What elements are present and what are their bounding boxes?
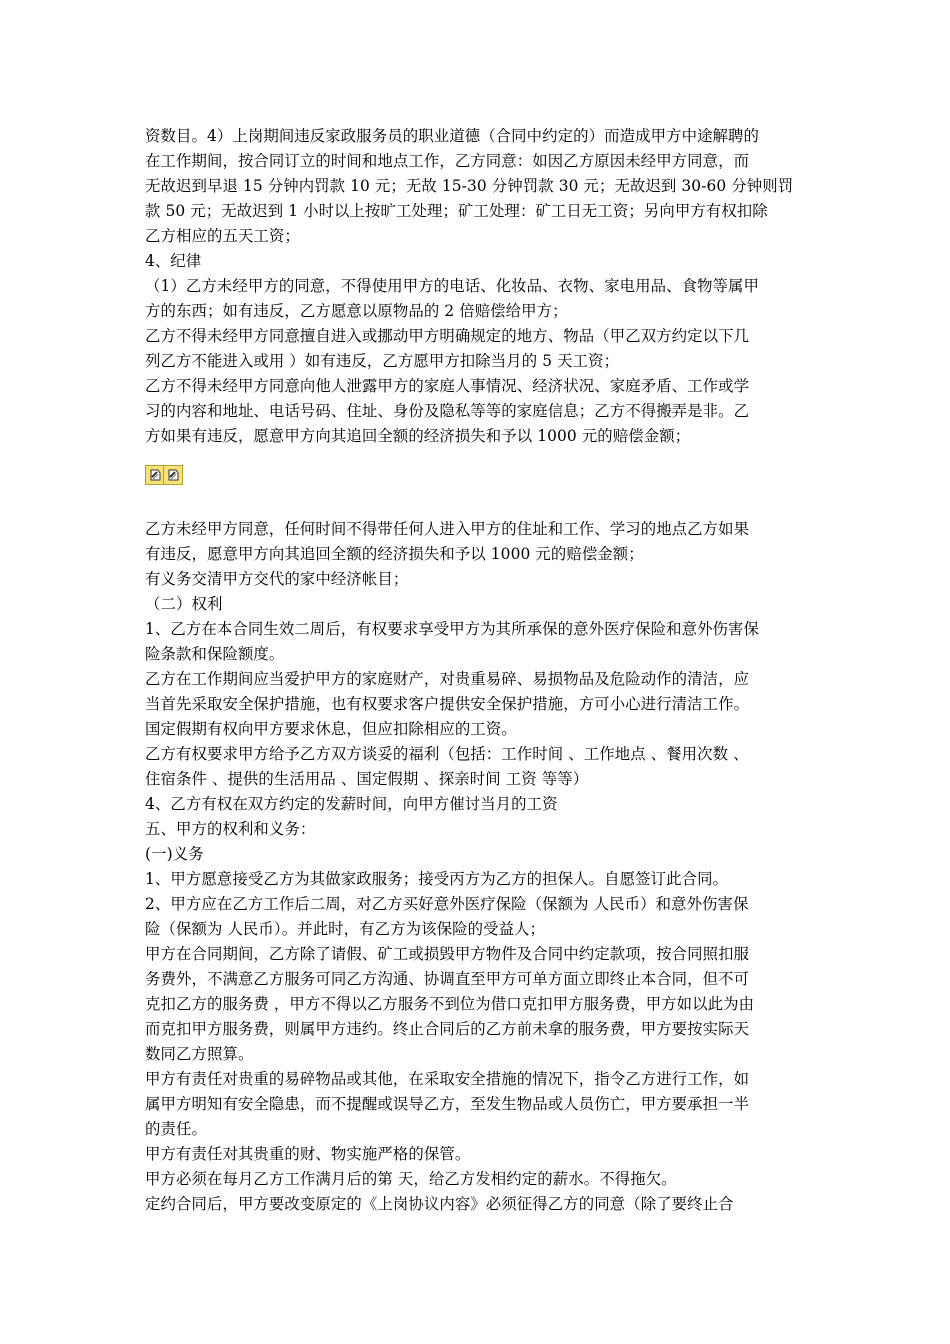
text-line: 住宿条件 、提供的生活用品 、国定假期 、探亲时间 工资 等等） — [145, 770, 589, 788]
text-line: 有义务交清甲方交代的家中经济帐目； — [145, 570, 409, 588]
text-line: 在工作期间，按合同订立的时间和地点工作，乙方同意：如因乙方原因未经甲方同意，而 — [145, 152, 750, 170]
text-line: 克扣乙方的服务费 ，甲方不得以乙方服务不到位为借口克扣甲方服务费，甲方如以此为由 — [145, 995, 755, 1013]
text-line: 定约合同后，甲方要改变原定的《上岗协议内容》必须征得乙方的同意（除了要终止合 — [145, 1195, 734, 1213]
text-line: 乙方相应的五天工资； — [145, 227, 300, 245]
text-line: 当首先采取安全保护措施，也有权要求客户提供安全保护措施，方可小心进行清洁工作。 — [145, 695, 750, 713]
text-line: 甲方有责任对贵重的易碎物品或其他，在采取安全措施的情况下，指令乙方进行工作，如 — [145, 1070, 750, 1088]
text-line: 无故迟到早退 15 分钟内罚款 10 元；无故 15-30 分钟罚款 30 元；无故迟到 30-60 分钟则罚 — [145, 177, 794, 195]
text-line: 4、乙方有权在双方约定的发薪时间，向甲方催讨当月的工资 — [145, 795, 558, 813]
text-line: 数同乙方照算。 — [145, 1045, 254, 1063]
text-line: 甲方在合同期间，乙方除了请假、矿工或损毁甲方物件及合同中约定款项，按合同照扣服 — [145, 945, 750, 963]
document-link-icon[interactable] — [146, 466, 164, 484]
text-line: 的责任。 — [145, 1120, 207, 1138]
text-line: 险条款和保险额度。 — [145, 645, 285, 663]
section-heading: 五、甲方的权利和义务： — [145, 820, 316, 838]
text-line: 1、乙方在本合同生效二周后，有权要求享受甲方为其所承保的意外医疗保险和意外伤害保 — [145, 620, 760, 638]
text-line: 列乙方不能进入或用 ）如有违反，乙方愿甲方扣除当月的 5 天工资； — [145, 352, 620, 370]
text-line: 而克扣甲方服务费，则属甲方违约。终止合同后的乙方前未拿的服务费，甲方要按实际天 — [145, 1020, 750, 1038]
text-line: 险（保额为 人民币）。并此时，有乙方为该保险的受益人； — [145, 920, 546, 938]
text-line: 甲方有责任对其贵重的财、物实施严格的保管。 — [145, 1145, 471, 1163]
text-line: 方的东西；如有违反，乙方愿意以原物品的 2 倍赔偿给甲方； — [145, 302, 568, 320]
text-line: （1）乙方未经甲方的同意，不得使用甲方的电话、化妆品、衣物、家电用品、食物等属甲 — [145, 277, 760, 295]
text-line: 有违反，愿意甲方向其追回全额的经济损失和予以 1000 元的赔偿金额； — [145, 545, 644, 563]
text-line: 甲方必须在每月乙方工作满月后的第 天，给乙方发相约定的薪水。不得拖欠。 — [145, 1170, 677, 1188]
text-line: 乙方有权要求甲方给予乙方双方谈妥的福利（包括：工作时间 、工作地点 、餐用次数 、 — [145, 745, 749, 763]
text-line: 乙方不得未经甲方同意擅自进入或挪动甲方明确规定的地方、物品（甲乙双方约定以下几 — [145, 327, 750, 345]
text-line: 属甲方明知有安全隐患，而不提醒或误导乙方，至发生物品或人员伤亡，甲方要承担一半 — [145, 1095, 750, 1113]
section-heading: (一)义务 — [145, 845, 204, 863]
text-line: 乙方未经甲方同意，任何时间不得带任何人进入甲方的住址和工作、学习的地点乙方如果 — [145, 520, 750, 538]
text-line: 乙方在工作期间应当爱护甲方的家庭财产，对贵重易碎、易损物品及危险动作的清洁，应 — [145, 670, 750, 688]
text-line: 1、甲方愿意接受乙方为其做家政服务；接受丙方为乙方的担保人。自愿签订此合同。 — [145, 870, 729, 888]
text-line: 方如果有违反，愿意甲方向其追回全额的经济损失和予以 1000 元的赔偿金额； — [145, 427, 691, 445]
text-line: 资数目。4）上岗期间违反家政服务员的职业道德（合同中约定的）而造成甲方中途解聘的 — [145, 127, 760, 145]
text-line: 款 50 元；无故迟到 1 小时以上按旷工处理；矿工处理：矿工日无工资；另向甲方有权扣除 — [145, 202, 768, 220]
text-line: 国定假期有权向甲方要求休息，但应扣除相应的工资。 — [145, 720, 517, 738]
section-heading: 4、纪律 — [145, 252, 202, 270]
text-line: 2、甲方应在乙方工作后二周，对乙方买好意外医疗保险（保额为 人民币）和意外伤害保 — [145, 895, 749, 913]
text-line: 乙方不得未经甲方同意向他人泄露甲方的家庭人事情况、经济状况、家庭矛盾、工作或学 — [145, 377, 750, 395]
section-heading: （二）权利 — [145, 595, 223, 613]
text-line: 务费外，不满意乙方服务可同乙方沟通、协调直至甲方可单方面立即终止本合同，但不可 — [145, 970, 750, 988]
text-line: 习的内容和地址、电话号码、住址、身份及隐私等等的家庭信息；乙方不得搬弄是非。乙 — [145, 402, 750, 420]
document-link-icon[interactable] — [164, 466, 182, 484]
embedded-object-icons — [145, 465, 183, 485]
